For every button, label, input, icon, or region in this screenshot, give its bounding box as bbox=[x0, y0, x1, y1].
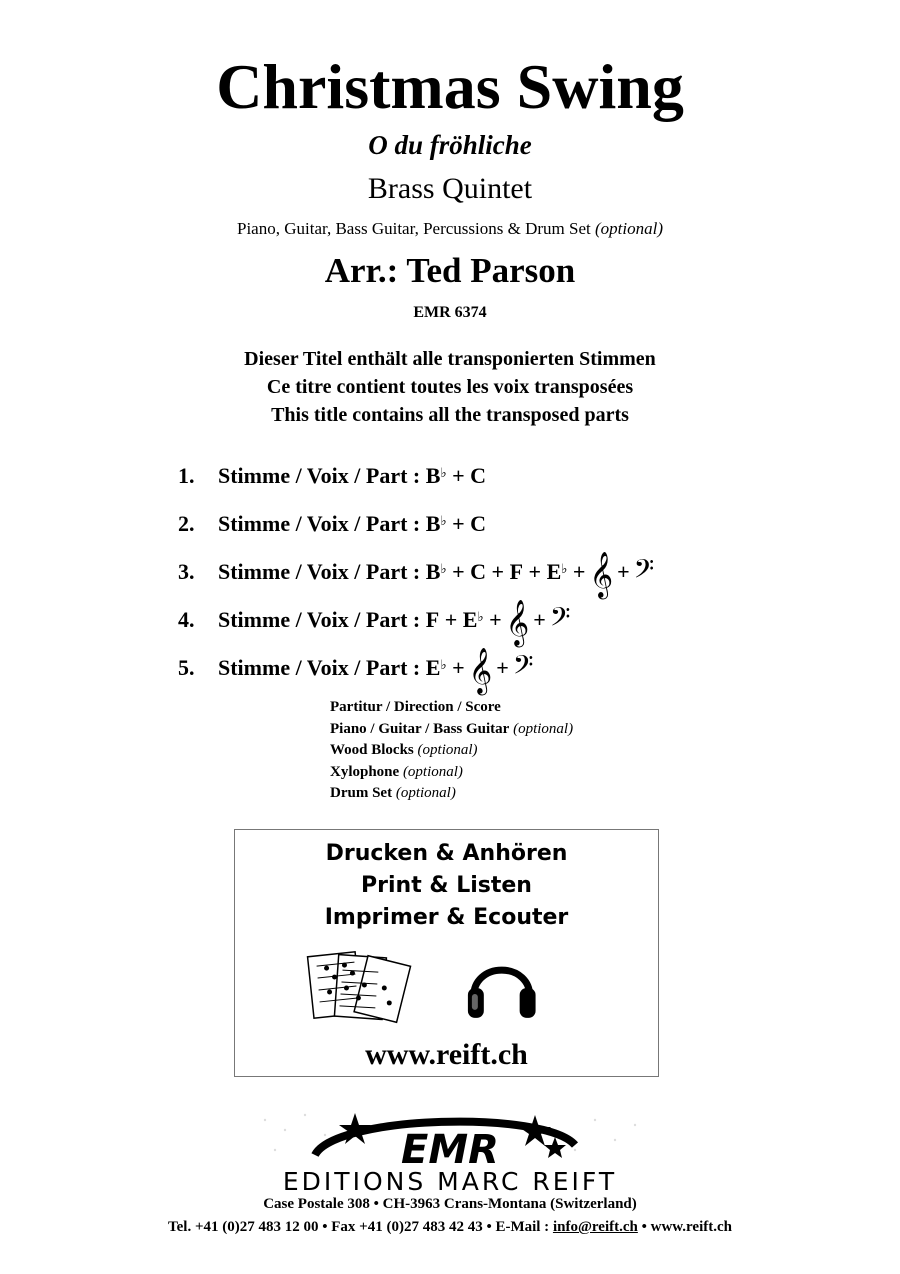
part-row-1 bbox=[178, 452, 658, 500]
part-number: 4. bbox=[178, 607, 195, 632]
key-c: C bbox=[470, 463, 487, 488]
extra-label: Drum Set bbox=[330, 785, 393, 801]
extra-item bbox=[330, 719, 573, 741]
promo-icons bbox=[235, 948, 658, 1028]
publisher-name: EDITIONS MARC REIFT bbox=[282, 1167, 618, 1196]
promo-line-de: Drucken & Anhören bbox=[325, 841, 568, 866]
part-row-3 bbox=[178, 548, 658, 596]
transposed-notice bbox=[0, 345, 900, 429]
plus: + bbox=[489, 607, 502, 632]
treble-clef-icon: 𝄞 bbox=[505, 600, 530, 646]
plus: + bbox=[496, 655, 509, 680]
publisher-contact bbox=[0, 1219, 900, 1236]
plus: + bbox=[572, 559, 586, 584]
part-row-4 bbox=[178, 596, 658, 644]
contact-phone-fax: Tel. +41 (0)27 483 12 00 • Fax +41 (0)27 483 42 43 • E-Mail : bbox=[168, 1219, 553, 1235]
part-label: Stimme / Voix / Part : bbox=[218, 607, 421, 632]
extra-item bbox=[330, 783, 573, 805]
extra-item bbox=[330, 762, 573, 784]
promo-text bbox=[235, 838, 658, 934]
ensemble: Brass Quintet bbox=[367, 172, 533, 205]
key-b: B bbox=[425, 559, 441, 584]
key-b: B bbox=[425, 511, 441, 536]
plus: + bbox=[528, 559, 542, 584]
part-label: Stimme / Voix / Part : bbox=[218, 463, 421, 488]
notice-fr: Ce titre contient toutes les voix transposées bbox=[266, 376, 634, 398]
extra-label: Xylophone bbox=[330, 763, 400, 780]
part-label: Stimme / Voix / Part : bbox=[218, 559, 421, 584]
part-row-5 bbox=[178, 644, 658, 692]
extra-note: (optional) bbox=[395, 785, 456, 801]
print-listen-box bbox=[234, 829, 659, 1077]
plus: + bbox=[452, 655, 465, 680]
extra-note: (optional) bbox=[513, 720, 574, 737]
arranger: Arr.: Ted Parson bbox=[324, 251, 576, 290]
catalog-number: EMR 6374 bbox=[413, 304, 487, 321]
instrumentation bbox=[0, 219, 900, 239]
part-number: 3. bbox=[178, 559, 195, 584]
flat-icon: ♭ bbox=[440, 513, 447, 528]
key-e: E bbox=[425, 655, 441, 680]
flat-icon: ♭ bbox=[477, 609, 484, 624]
plus: + bbox=[533, 607, 546, 632]
instrumentation-list: Piano, Guitar, Bass Guitar, Percussions & Drum Set bbox=[237, 219, 591, 238]
extra-label: Partitur / Direction / Score bbox=[330, 699, 501, 715]
plus: + bbox=[444, 607, 458, 632]
extra-note: (optional) bbox=[417, 742, 478, 758]
key-e: E bbox=[462, 607, 478, 632]
key-b: B bbox=[425, 463, 441, 488]
extra-label: Piano / Guitar / Bass Guitar bbox=[330, 720, 510, 737]
sheet-music-icon bbox=[308, 952, 411, 1022]
part-label: Stimme / Voix / Part : bbox=[218, 511, 421, 536]
plus: + bbox=[452, 511, 465, 536]
part-number: 5. bbox=[178, 655, 195, 680]
logo-text: EMR bbox=[401, 1127, 499, 1173]
contact-website[interactable]: • www.reift.ch bbox=[637, 1219, 732, 1235]
headphones-icon bbox=[468, 970, 536, 1018]
extra-parts-list bbox=[330, 697, 573, 805]
promo-line-fr: Imprimer & Ecouter bbox=[324, 905, 569, 930]
publisher-address: Case Postale 308 • CH-3963 Crans-Montana (Switzerland) bbox=[263, 1196, 637, 1212]
extra-item bbox=[330, 697, 573, 719]
notice-de: Dieser Titel enthält alle transponierten Stimmen bbox=[244, 348, 656, 370]
notice-en: This title contains all the transposed parts bbox=[271, 404, 629, 426]
part-number: 2. bbox=[178, 511, 195, 536]
plus: + bbox=[452, 559, 465, 584]
flat-icon: ♭ bbox=[440, 561, 447, 576]
promo-line-en: Print & Listen bbox=[361, 873, 532, 898]
bass-clef-icon: 𝄢 bbox=[633, 552, 655, 591]
extra-label: Wood Blocks bbox=[330, 742, 414, 758]
parts-list bbox=[178, 452, 658, 692]
flat-icon: ♭ bbox=[561, 561, 568, 576]
flat-icon: ♭ bbox=[440, 657, 447, 672]
subtitle: O du fröhliche bbox=[368, 130, 532, 160]
extra-note: (optional) bbox=[402, 763, 463, 780]
key-f: F bbox=[425, 607, 440, 632]
bass-clef-icon: 𝄢 bbox=[549, 600, 571, 639]
plus: + bbox=[452, 463, 465, 488]
extra-item bbox=[330, 740, 573, 762]
part-label: Stimme / Voix / Part : bbox=[218, 655, 421, 680]
key-c: C bbox=[470, 559, 487, 584]
title: Christmas Swing bbox=[216, 51, 684, 122]
part-row-2 bbox=[178, 500, 658, 548]
part-number: 1. bbox=[178, 463, 195, 488]
plus: + bbox=[617, 559, 630, 584]
key-c: C bbox=[470, 511, 487, 536]
website-link[interactable]: www.reift.ch bbox=[365, 1038, 528, 1071]
key-f: F bbox=[509, 559, 524, 584]
plus: + bbox=[491, 559, 505, 584]
treble-clef-icon: 𝄞 bbox=[589, 552, 614, 598]
optional-note: (optional) bbox=[594, 219, 663, 238]
treble-clef-icon: 𝄞 bbox=[468, 648, 493, 694]
key-e: E bbox=[546, 559, 562, 584]
flat-icon: ♭ bbox=[440, 465, 447, 480]
email-link[interactable]: info@reift.ch bbox=[552, 1219, 638, 1235]
bass-clef-icon: 𝄢 bbox=[512, 648, 534, 687]
